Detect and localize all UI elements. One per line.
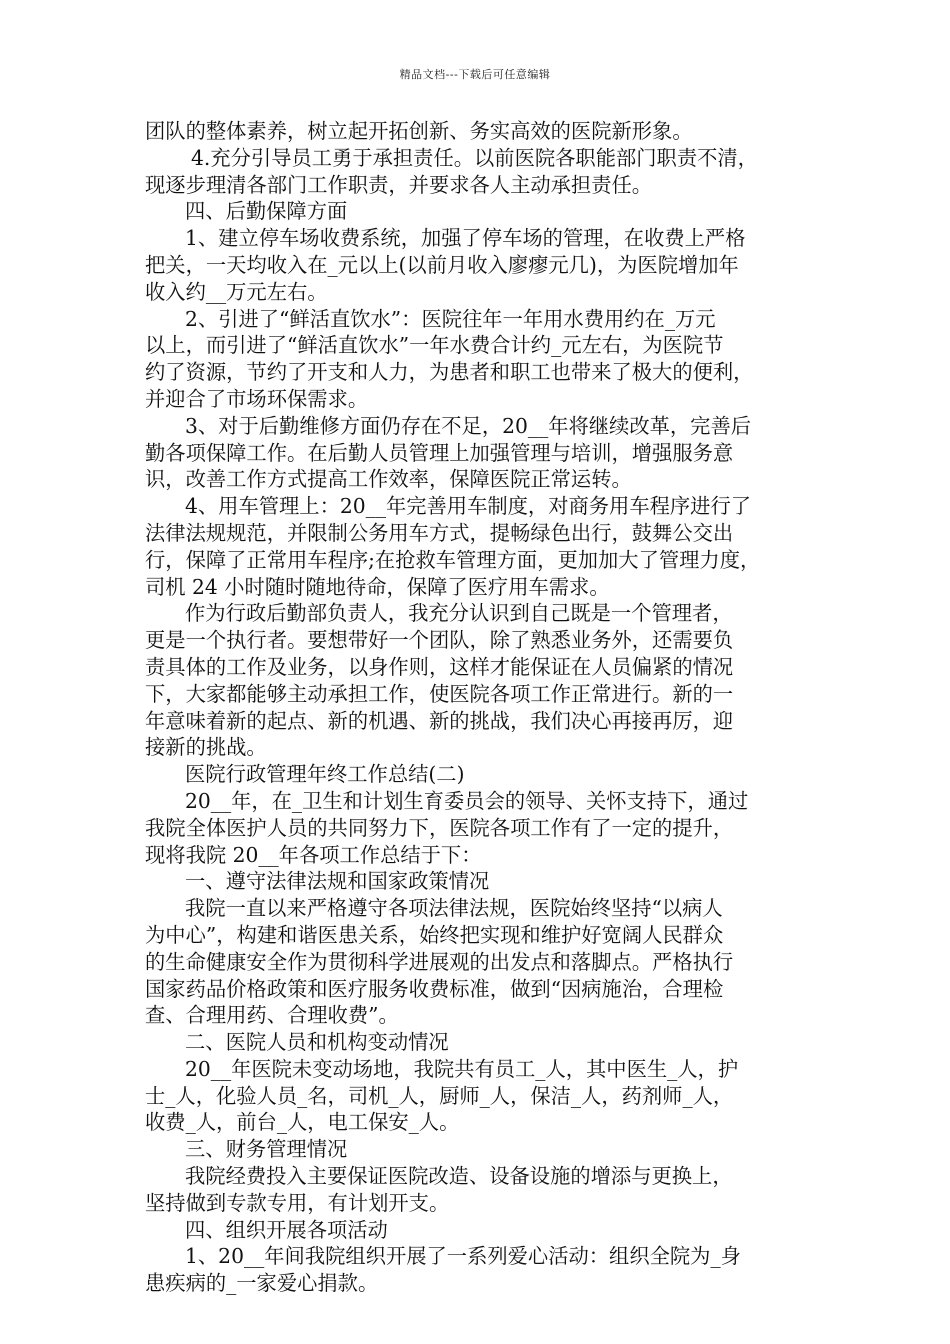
text-line: 以上，而引进了“鲜活直饮水”一年水费合计约_元左右，为医院节 (145, 333, 724, 358)
text-line: 2、引进了“鲜活直饮水”：医院往年一年用水费用约在_万元 (185, 306, 716, 331)
page-header: 精品文档---下载后可任意编辑 (399, 68, 551, 81)
text-line: 为中心”，构建和谐医患关系，始终把实现和维护好宽阔人民群众 (145, 922, 724, 947)
text-line: 勤各项保障工作。在后勤人员管理上加强管理与培训，增强服务意 (145, 440, 734, 465)
text-line: 作为行政后勤部负责人，我充分认识到自己既是一个管理者， (185, 601, 733, 626)
text-line: 接新的挑战。 (145, 735, 267, 760)
text-line: 一、遵守法律法规和国家政策情况 (185, 869, 490, 894)
text-line: 二、医院人员和机构变动情况 (185, 1030, 449, 1055)
text-line: 把关，一天均收入在_元以上(以前月收入廖瘳元几)，为医院增加年 (145, 252, 739, 277)
text-line: 国家药品价格政策和医疗服务收费标准，做到“因病施治，合理检 (145, 976, 724, 1001)
text-line: 责具体的工作及业务，以身作则，这样才能保证在人员偏紧的情况 (145, 654, 734, 679)
document-body (145, 118, 825, 1297)
text-line: 四、后勤保障方面 (185, 199, 348, 224)
text-line: 更是一个执行者。要想带好一个团队，除了熟悉业务外，还需要负 (145, 628, 734, 653)
text-line: 三、财务管理情况 (185, 1137, 348, 1162)
text-line: 法律法规规范，并限制公务用车方式，提畅绿色出行，鼓舞公交出 (145, 520, 734, 545)
text-line: 1、20__年间我院组织开展了一系列爱心活动：组织全院为_身 (185, 1244, 741, 1269)
text-line: 20__年，在_卫生和计划生育委员会的领导、关怀支持下，通过 (185, 788, 749, 813)
text-line: 现逐步理清各部门工作职责，并要求各人主动承担责任。 (145, 172, 653, 197)
text-line: 1、建立停车场收费系统，加强了停车场的管理，在收费上严格 (185, 226, 746, 251)
text-line: 3、对于后勤维修方面仍存在不足，20__年将继续改革，完善后 (185, 413, 752, 438)
text-line: 约了资源，节约了开支和人力，为患者和职工也带来了极大的便利， (145, 360, 754, 385)
text-line: 我院一直以来严格遵守各项法律法规，医院始终坚持“以病人 (185, 896, 723, 921)
text-line: 司机 24 小时随时随地待命，保障了医疗用车需求。 (145, 574, 610, 599)
text-line: 患疾病的_一家爱心捐款。 (145, 1271, 379, 1296)
text-line: 查、合理用药、合理收费”。 (145, 1003, 399, 1028)
text-line: 年意味着新的起点、新的机遇、新的挑战，我们决心再接再厉，迎 (145, 708, 734, 733)
text-line: 4、用车管理上：20__年完善用车制度，对商务用车程序进行了 (185, 494, 752, 519)
text-line: 下，大家都能够主动承担工作，使医院各项工作正常进行。新的一 (145, 681, 734, 706)
text-line: 坚持做到专款专用，有计划开支。 (145, 1190, 450, 1215)
text-line: 识，改善工作方式提高工作效率，保障医院正常运转。 (145, 467, 632, 492)
text-line: 行，保障了正常用车程序;在抢救车管理方面，更加加大了管理力度， (145, 547, 761, 572)
text-line: 收费_人，前台_人，电工保安_人。 (145, 1110, 460, 1135)
text-line: 医院行政管理年终工作总结(二) (185, 762, 465, 787)
text-line: 我院经费投入主要保证医院改造、设备设施的增添与更换上， (185, 1164, 733, 1189)
text-line: 收入约__万元左右。 (145, 279, 328, 304)
text-line: 四、组织开展各项活动 (185, 1217, 388, 1242)
text-line: 并迎合了市场环保需求。 (145, 386, 369, 411)
text-line: 现将我院 20__年各项工作总结于下： (145, 842, 482, 867)
text-line: 4.充分引导员工勇于承担责任。以前医院各职能部门职责不清， (191, 145, 758, 170)
text-line: 团队的整体素养，树立起开拓创新、务实高效的医院新形象。 (145, 119, 693, 143)
text-line: 的生命健康安全作为贯彻科学进展观的出发点和落脚点。严格执行 (145, 949, 734, 974)
text-line: 20__年医院未变动场地，我院共有员工_人，其中医生_人，护 (185, 1056, 739, 1081)
text-line: 我院全体医护人员的共同努力下，医院各项工作有了一定的提升， (145, 815, 734, 840)
text-line: 士_人，化验人员_名，司机_人，厨师_人，保洁_人，药剂师_人， (145, 1083, 734, 1108)
